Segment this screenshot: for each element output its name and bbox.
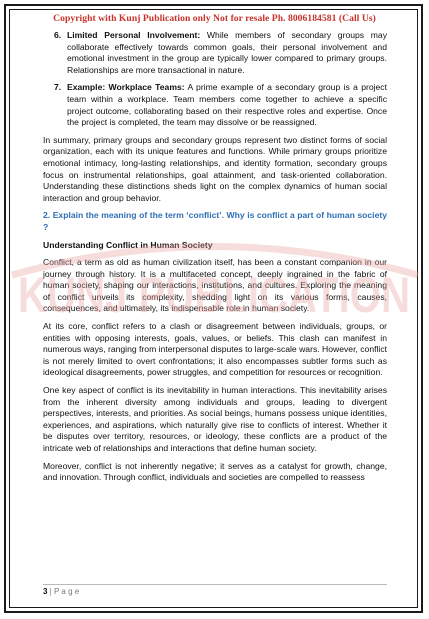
- page-label: P a g e: [53, 587, 80, 596]
- body-paragraph: Conflict, a term as old as human civilization itself, has been a constant companion in our journey through history. It is a multifaceted concept, deeply ingrained in the fabric of human society, shaping our interactions, institutions, and cultures. Exploring the meaning of conflict unveils its complexity, shedding light on its various forms, causes, consequences, and ultimately, its indispensable role in human society.: [43, 257, 387, 314]
- body-paragraph: At its core, conflict refers to a clash or disagreement between individuals, groups, or entities with opposing interests, goals, values, or beliefs. This clash can manifest in numerous ways, ranging from interpersonal disputes to large-scale wars. However, conflict is not merely limited to overt confrontations; it also encompasses subtler forms such as ideological disagreements, power struggles, and competition for resources or recognition.: [43, 321, 387, 378]
- footer-separator: |: [47, 587, 54, 596]
- list-item-text: While members of secondary groups may collaborate effectively towards common goals, their personal involvement and emotional investment in the group are typically lower compared to primary groups. Relationships are more transactional in nature.: [67, 30, 387, 75]
- list-item: [43, 30, 387, 76]
- body-paragraph: Moreover, conflict is not inherently negative; it serves as a catalyst for growth, change, and innovation. Through conflict, individuals and societies are compelled to reassess: [43, 460, 387, 483]
- list-item: [43, 82, 387, 128]
- list-item-text: A prime example of a secondary group is a project team within a workplace. Team members come together to achieve a specific project outcome, collaborating based on their respective roles and expertise. Once the project is completed, the team may dissolve or be reassigned.: [67, 82, 387, 128]
- watermark-text: KUNJ PUBLICATION: [18, 267, 410, 323]
- summary-paragraph: In summary, primary groups and secondary groups represent two distinct forms of social organization, each with its unique features and functions. While primary groups prioritize emotional intimacy, long-lasting relationships, and identity formation, secondary groups focus on instrumental relationships, goal attainment, and task-oriented collaboration. Understanding these distinctions sheds light on the complex dynamics of human social interaction and group behavior.: [43, 134, 387, 203]
- page-number: 3: [43, 587, 48, 596]
- list-item-number: 7.: [54, 82, 62, 93]
- copyright-header: Copyright with Kunj Publication only Not for resale Ph. 8006184581 (Call Us): [53, 13, 376, 24]
- section-subheading: Understanding Conflict in Human Society: [43, 239, 213, 250]
- question-heading: 2. Explain the meaning of the term ‘conflict’. Why is conflict a part of human society ?: [43, 210, 387, 232]
- list-item-title: Limited Personal Involvement:: [67, 30, 201, 40]
- body-paragraph: One key aspect of conflict is its inevitability in human interactions. This inevitability arises from the inherent diversity among individuals and groups, leading to divergent perspectives, interests, and priorities. As social beings, humans possess unique identities, experiences, and aspirations, which naturally give rise to conflicts of interest. Whether it be disputes over territory, resources, or ideology, these conflicts are a product of the intricate web of relationships and interactions that define human society.: [43, 385, 387, 453]
- list-item-number: 6.: [54, 30, 62, 40]
- list-item-title: Example: Workplace Teams:: [67, 82, 185, 93]
- page-footer: [43, 584, 387, 596]
- document-body: [43, 30, 387, 490]
